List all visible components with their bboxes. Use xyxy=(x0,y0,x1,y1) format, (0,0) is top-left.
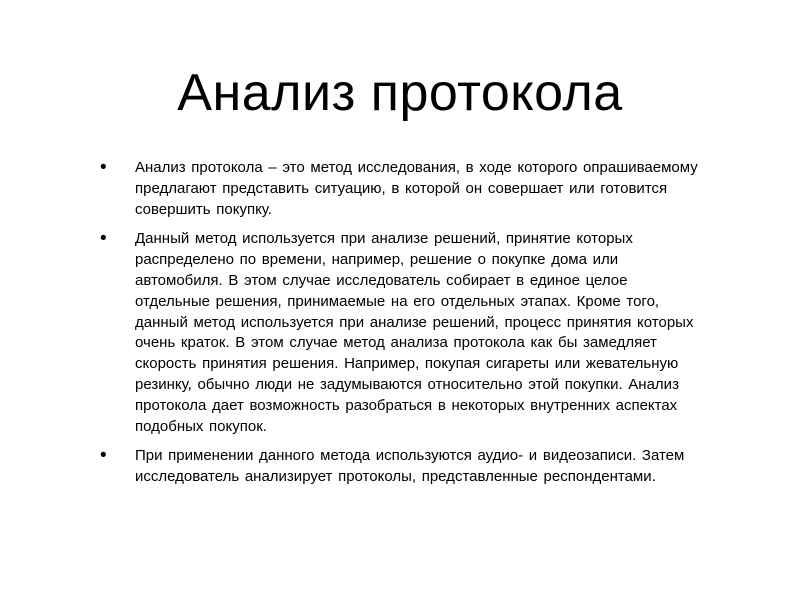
bullet-list xyxy=(100,158,705,497)
bullet-item-1 xyxy=(100,158,705,220)
bullet-text: При применении данного метода используются аудио- и видеозаписи. Затем исследователь анализирует протоколы, представленные респондентами. xyxy=(135,447,685,486)
bullet-icon: • xyxy=(100,157,107,178)
bullet-icon: • xyxy=(100,228,107,250)
bullet-text: Анализ протокола – это метод исследования, в ходе которого опрашиваемому предлагают представить ситуацию, в которой он совершает или готовится совершить покупку. xyxy=(135,159,698,218)
slide-title: Анализ протокола xyxy=(177,64,623,122)
bullet-icon: • xyxy=(100,445,107,467)
bullet-text: Данный метод используется при анализе решений, принятие которых распределено по времени, например, решение о покупке дома или автомобиля. В этом случае исследователь собирает в единое целое отдельные решения, принимаемые на его отдельных этапах. Кроме того, данный метод используется при анализе решений, процесс принятия которых очень краток. В этом случае метод анализа протокола как бы замедляет скорость принятия решения. Например, покупая сигареты или жевательную резинку, обычно люди не задумываются относительно этой покупки. Анализ протокола дает возможность разобраться в некоторых внутренних аспектах подобных покупок. xyxy=(135,230,694,435)
bullet-item-3 xyxy=(100,446,705,488)
bullet-item-2 xyxy=(100,229,705,437)
